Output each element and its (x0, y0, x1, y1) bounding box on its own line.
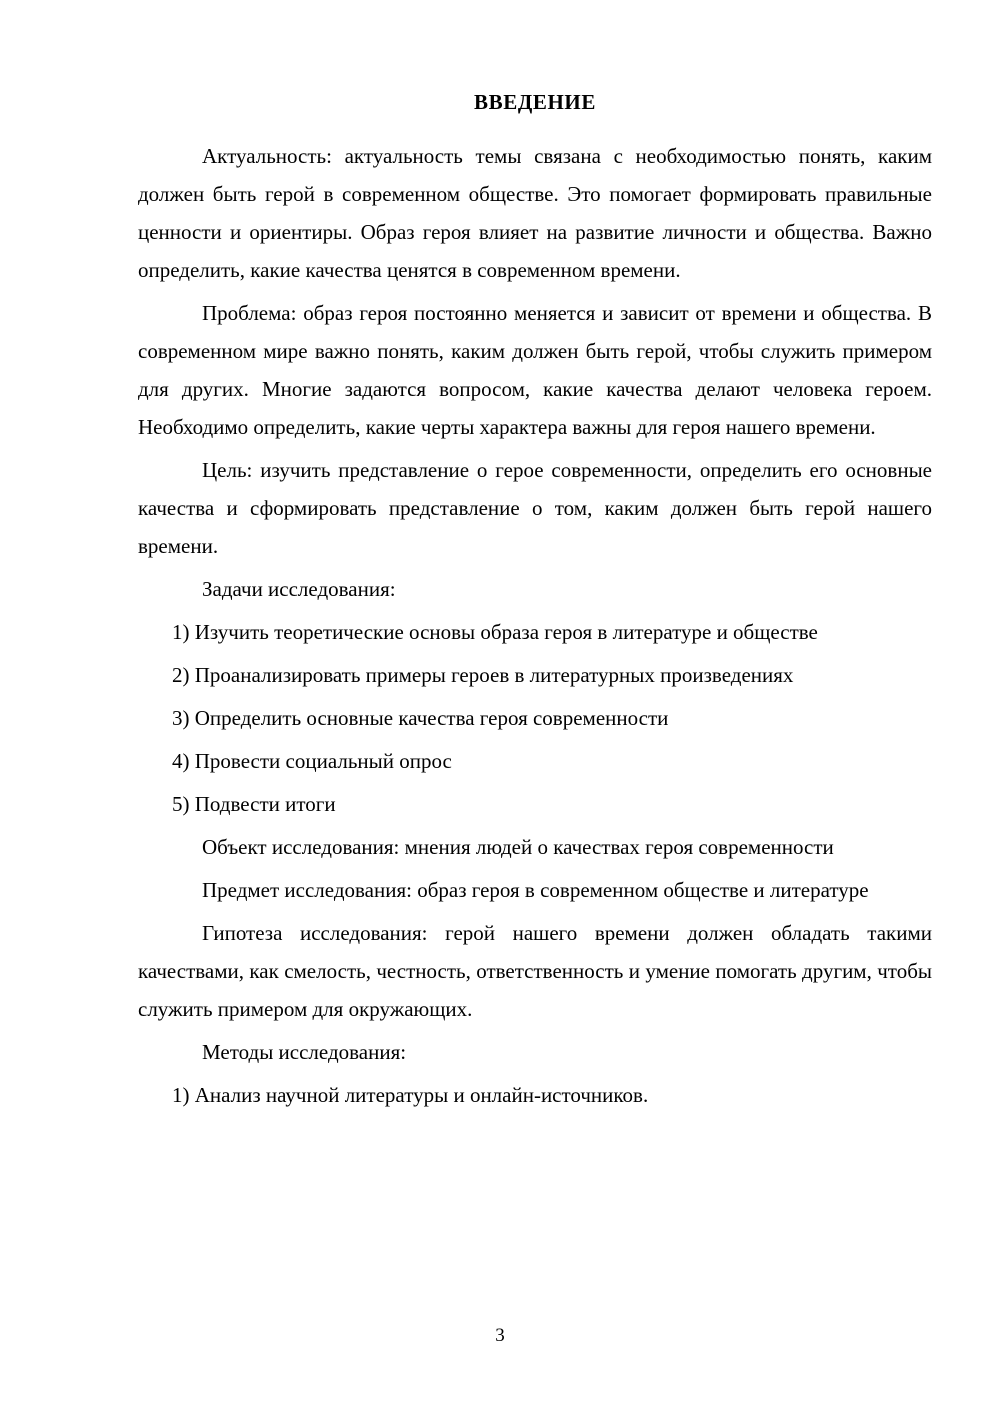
paragraph-list (138, 137, 932, 1114)
paragraph-problem: Проблема: образ героя постоянно меняется и зависит от времени и общества. В современном мире важно понять, каким должен быть герой, чтобы служить примером для других. Многие задаются вопросом, какие качества делают человека героем. Необходимо определить, какие черты характера важны для героя нашего времени. (138, 301, 932, 440)
paragraph-tasks-heading: Задачи исследования: (202, 577, 396, 602)
list-item-task-3: 3) Определить основные качества героя современности (172, 706, 669, 731)
document-body (138, 88, 932, 1119)
paragraph-hypothesis: Гипотеза исследования: герой нашего времени должен обладать такими качествами, как смелость, честность, ответственность и умение помогать другим, чтобы служить примером для окружающих. (138, 921, 932, 1022)
paragraph-goal: Цель: изучить представление о герое современности, определить его основные качества и сформировать представление о том, каким должен быть герой нашего времени. (138, 458, 932, 559)
list-item-task-1: 1) Изучить теоретические основы образа героя в литературе и обществе (172, 620, 818, 645)
list-item-task-4: 4) Провести социальный опрос (172, 749, 452, 774)
paragraph-subject: Предмет исследования: образ героя в современном обществе и литературе (202, 878, 869, 903)
paragraph-methods-heading: Методы исследования: (202, 1040, 407, 1065)
page-number: 3 (495, 1325, 505, 1346)
list-item-method-1: 1) Анализ научной литературы и онлайн-источников. (172, 1083, 649, 1108)
paragraph-relevance: Актуальность: актуальность темы связана с необходимостью понять, каким должен быть герой в современном обществе. Это помогает формировать правильные ценности и ориентиры. Образ героя влияет на развитие личности и общества. Важно определить, какие качества ценятся в современном времени. (138, 144, 932, 283)
list-item-task-5: 5) Подвести итоги (172, 792, 336, 817)
list-item-task-2: 2) Проанализировать примеры героев в литературных произведениях (172, 663, 794, 688)
page-title: ВВЕДЕНИЕ (474, 90, 596, 114)
paragraph-object: Объект исследования: мнения людей о качествах героя современности (202, 835, 834, 860)
